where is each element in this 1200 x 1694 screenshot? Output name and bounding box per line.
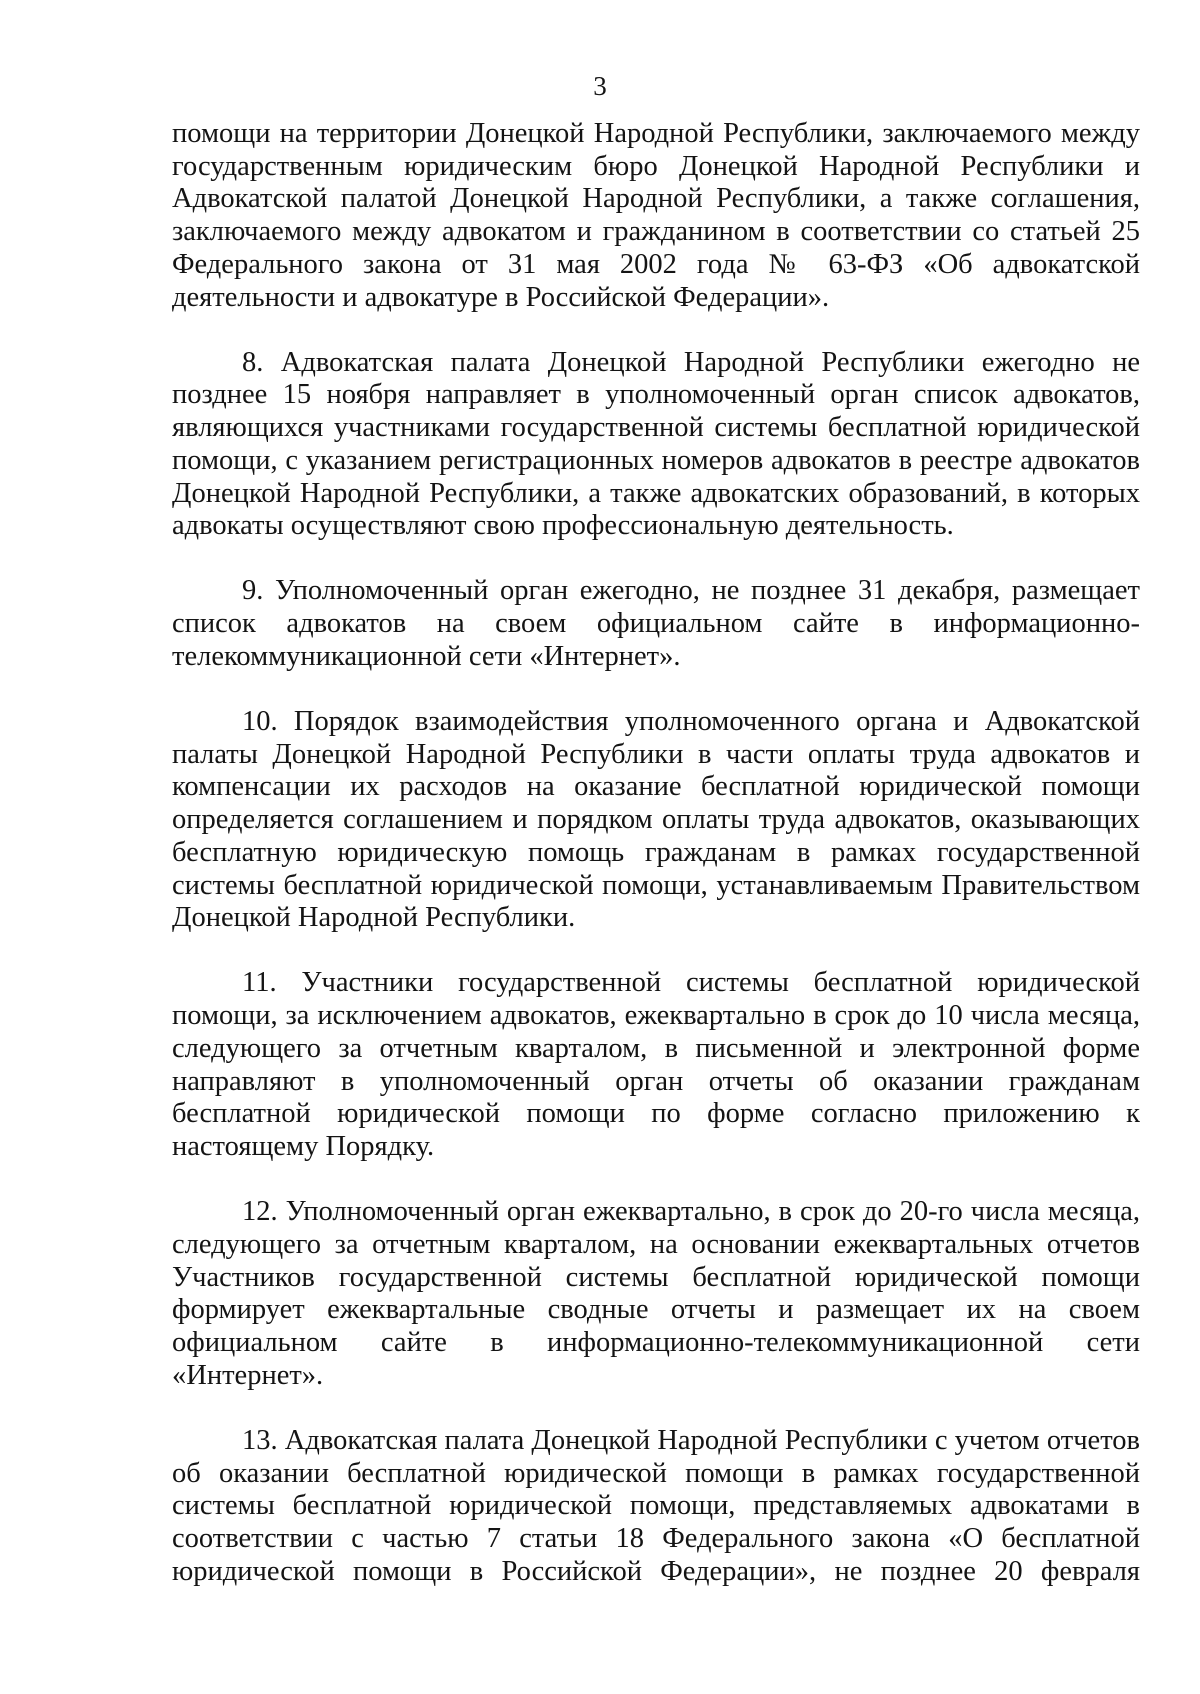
paragraph-item-12: 12. Уполномоченный орган ежеквартально, в срок до 20-го числа месяца, следующего за отчетным кварталом, на основании ежеквартальных отчетов Участников государственной системы бесплатной юридической помощи формирует ежеквартальные сводные отчеты и размещает их на своем официальном сайте в информационно-телекоммуникационной сети «Интернет». [172, 1196, 1140, 1391]
paragraph-item-8: 8. Адвокатская палата Донецкой Народной Республики ежегодно не позднее 15 ноября направляет в уполномоченный орган список адвокатов, являющихся участниками государственной системы бесплатной юридической помощи, с указанием регистрационных номеров адвокатов в реестре адвокатов Донецкой Народной Республики, а также адвокатских образований, в которых адвокаты осуществляют свою профессиональную деятельность. [172, 346, 1140, 542]
paragraph-item-9: 9. Уполномоченный орган ежегодно, не позднее 31 декабря, размещает список адвокатов на своем официальном сайте в информационно-телекоммуникационной сети «Интернет». [172, 575, 1140, 672]
paragraph-item-11: 11. Участники государственной системы бесплатной юридической помощи, за исключением адвокатов, ежеквартально в срок до 10 числа месяца, следующего за отчетным кварталом, в письменной и электронной форме направляют в уполномоченный орган отчеты об оказании гражданам бесплатной юридической помощи по форме согласно приложению к настоящему Порядку. [172, 967, 1140, 1162]
paragraph-item-10: 10. Порядок взаимодействия уполномоченного органа и Адвокатской палаты Донецкой Народной Республики в части оплаты труда адвокатов и компенсации их расходов на оказание бесплатной юридической помощи определяется соглашением и порядком оплаты труда адвокатов, оказывающих бесплатную юридическую помощь гражданам в рамках государственной системы бесплатной юридической помощи, устанавливаемым Правительством Донецкой Народной Республики. [172, 706, 1140, 934]
paragraph-continued: помощи на территории Донецкой Народной Республики, заключаемого между государственным юридическим бюро Донецкой Народной Республики и Адвокатской палатой Донецкой Народной Республики, а также соглашения, заключаемого между адвокатом и гражданином в соответствии со статьей 25 Федерального закона от 31 мая 2002 года № 63-ФЗ «Об адвокатской деятельности и адвокатуре в Российской Федерации». [172, 118, 1140, 313]
document-body [172, 118, 1140, 1588]
paragraph-item-13: 13. Адвокатская палата Донецкой Народной Республики с учетом отчетов об оказании бесплатной юридической помощи в рамках государственной системы бесплатной юридической помощи, представляемых адвокатами в соответствии с частью 7 статьи 18 Федерального закона «О бесплатной юридической помощи в Российской Федерации», не позднее 20 февраля [172, 1424, 1140, 1587]
page-number: 3 [593, 71, 607, 101]
